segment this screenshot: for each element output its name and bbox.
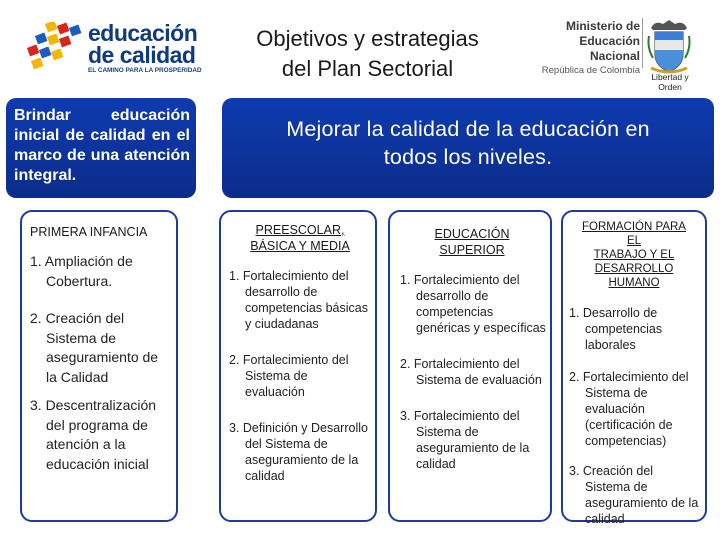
- objective-text-early-childhood: Brindar educación inicial de calidad en el marco de una atención integral.: [14, 107, 190, 184]
- level-header: PRIMERA INFANCIA: [30, 225, 148, 239]
- strategy-item: 2. Fortalecimiento del Sistema de evaluación (certificación de competencias): [569, 370, 689, 448]
- objective-text-quality: [222, 115, 714, 171]
- objective-banner-early-childhood: [6, 98, 196, 198]
- strategy-item: 3. Descentralización del programa de atención a la educación inicial: [30, 397, 157, 472]
- level-header: [400, 226, 544, 258]
- title-line-2: del Plan Sectorial: [281, 56, 454, 81]
- colombia-shield-icon: [645, 16, 693, 78]
- level-box-educacion-superior: [388, 210, 552, 522]
- level-items: [569, 305, 701, 527]
- ministry-line-1: Ministerio de: [565, 19, 640, 33]
- strategy-item: 3. Definición y Desarrollo del Sistema de aseguramiento de la calidad: [229, 421, 368, 483]
- strategy-item: 1. Fortalecimiento del desarrollo de competencias genéricas y específicas: [400, 273, 546, 335]
- level-items: [229, 268, 369, 484]
- strategy-item: 2. Fortalecimiento del Sistema de evaluación: [400, 357, 542, 387]
- level-items: [400, 272, 546, 472]
- level-box-primera-infancia: [20, 210, 178, 522]
- logo-mark-icon: [24, 22, 84, 70]
- level-box-preescolar: [219, 210, 377, 522]
- strategy-item: 3. Creación del Sistema de aseguramiento de la calidad: [569, 464, 699, 526]
- strategy-item: 2. Fortalecimiento del Sistema de evaluación: [229, 353, 349, 399]
- strategy-item: 3. Fortalecimiento del Sistema de aseguramiento de la calidad: [400, 409, 530, 471]
- level-header-line-4: DESARROLLO: [594, 263, 674, 275]
- educacion-de-calidad-logo: [24, 16, 204, 76]
- level-header-line-2: BÁSICA Y MEDIA: [250, 239, 350, 253]
- logo-line-2: de calidad: [88, 42, 196, 68]
- level-header: [567, 220, 701, 290]
- strategy-item: 1. Ampliación de Cobertura.: [30, 253, 133, 289]
- strategy-item: 2. Creación del Sistema de aseguramiento de la Calidad: [30, 310, 159, 385]
- level-header-line-2: EL: [626, 235, 642, 247]
- level-header-line-1: FORMACIÓN PARA: [582, 221, 686, 233]
- objective-quality-line-1: Mejorar la calidad de la educación en: [286, 117, 650, 141]
- level-header: [231, 222, 369, 254]
- strategy-item: 1. Fortalecimiento del desarrollo de competencias básicas y ciudadanas: [229, 269, 368, 331]
- level-header-line-1: PREESCOLAR,: [255, 223, 345, 237]
- logo-tagline: EL CAMINO PARA LA PROSPERIDAD: [88, 67, 202, 74]
- title-line-1: Objetivos y estrategias: [256, 26, 479, 51]
- level-header-line-3: TRABAJO Y EL: [593, 249, 675, 261]
- level-header-line-5: HUMANO: [608, 277, 660, 289]
- level-header-line-1: EDUCACIÓN: [434, 227, 510, 241]
- ministry-motto: Libertad y Orden: [651, 72, 689, 92]
- strategy-item: 1. Desarrollo de competencias laborales: [569, 306, 663, 352]
- ministry-line-3: República de Colombia: [541, 65, 640, 76]
- logo-line-1: educación: [88, 20, 198, 46]
- ministry-name: [540, 19, 640, 77]
- page-title: [230, 24, 505, 84]
- objective-banner-quality: [222, 98, 714, 198]
- level-box-formacion-trabajo: [561, 210, 707, 526]
- level-header-line-2: SUPERIOR: [439, 243, 505, 257]
- objective-quality-line-2: todos los niveles.: [383, 145, 553, 169]
- ministry-line-2: Educación Nacional: [579, 34, 640, 63]
- ministry-divider: [642, 18, 643, 68]
- level-items: [30, 252, 172, 474]
